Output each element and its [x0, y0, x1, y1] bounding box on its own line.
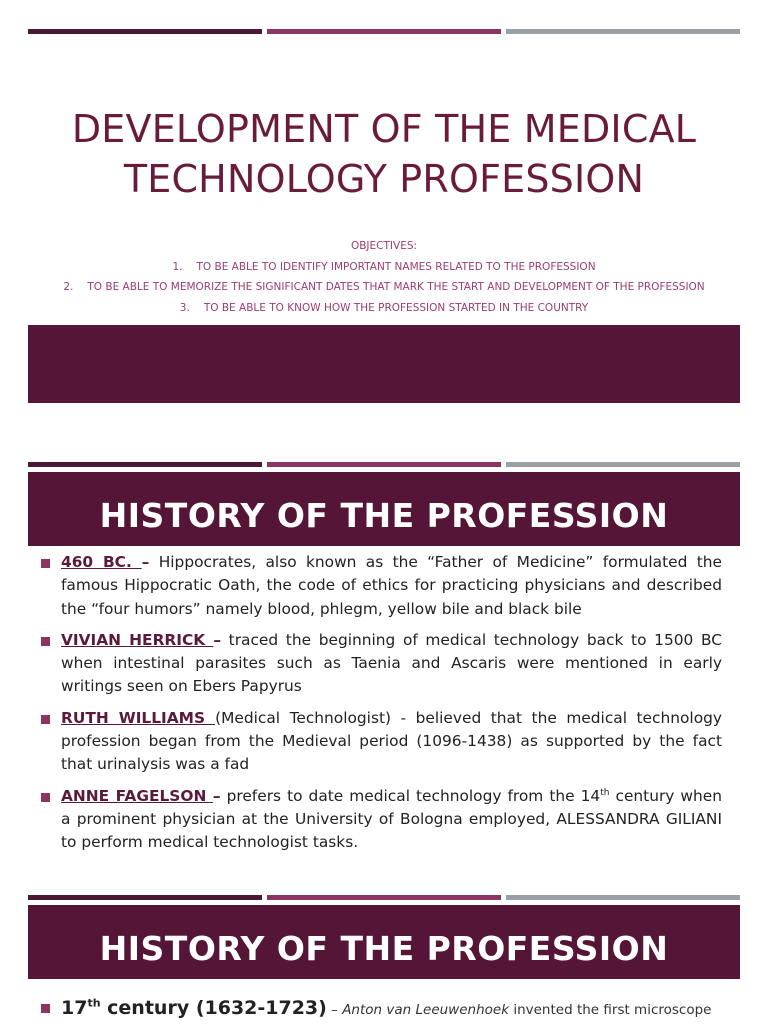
- objective-item: 2. TO BE ABLE TO MEMORIZE THE SIGNIFICANT DATES THAT MARK THE START AND DEVELOPMENT OF THE PROFESSION: [63, 281, 705, 293]
- item-name: ANNE FAGELSON: [61, 786, 213, 805]
- bullet-square-icon: [41, 637, 50, 646]
- item-text: Hippocrates, also known as the “Father of Medicine” formulated the famous Hippocratic Oath, the code of ethics for practicing physicians and described the “four humors” namely blood, phlegm, yellow bile and black bile: [61, 553, 722, 618]
- list-item: [40, 994, 722, 1024]
- top-accent-bar-1: [28, 29, 262, 34]
- bullet-square-icon: [41, 559, 50, 568]
- list-item: [40, 551, 722, 621]
- item-text: traced the beginning of medical technology back to 1500 BC when intestinal parasites such as Taenia and Ascaris were mentioned in early writings seen on Ebers Papyrus: [61, 630, 722, 696]
- list-item: [40, 629, 722, 699]
- history-list: [40, 994, 722, 1024]
- accent-bar-3: [506, 462, 740, 467]
- item-person: Anton van Leeuwenhoek: [342, 1002, 510, 1018]
- item-name: VIVIAN HERRICK: [61, 630, 214, 649]
- item-dash: –: [141, 553, 150, 571]
- item-name: 460 BC.: [61, 553, 142, 571]
- footer-band: [28, 325, 740, 403]
- accent-bar-1: [28, 462, 262, 467]
- item-text: invented the first microscope: [509, 1002, 712, 1018]
- accent-bar-2: [267, 895, 501, 900]
- history-list: [40, 551, 722, 855]
- bullet-square-icon: [41, 793, 50, 802]
- accent-bar-3: [506, 895, 740, 900]
- objective-item: 1. TO BE ABLE TO IDENTIFY IMPORTANT NAMES RELATED TO THE PROFESSION: [172, 260, 596, 273]
- accent-bar-1: [28, 895, 262, 900]
- item-dash: –: [212, 786, 221, 805]
- section-heading: HISTORY OF THE PROFESSION: [28, 905, 740, 979]
- objectives-label: OBJECTIVES:: [350, 240, 418, 252]
- item-lead: 17th century (1632-1723): [61, 996, 327, 1019]
- slide-title-line-2: TECHNOLOGY PROFESSION: [123, 157, 645, 201]
- item-text: (Medical Technologist) - believed that the medical technology profession began from the Medieval period (1096-1438) as supported by the fact that urinalysis was a fad: [61, 708, 722, 774]
- item-dash: –: [213, 630, 222, 649]
- item-superscript: th: [600, 787, 610, 798]
- item-dash: –: [326, 1002, 343, 1018]
- item-superscript: th: [87, 996, 101, 1010]
- item-text-a: prefers to date medical technology from the 14: [220, 786, 601, 805]
- bullet-square-icon: [41, 715, 50, 724]
- objectives-block: [28, 236, 740, 318]
- item-text-b: century when a prominent physician at the University of Bologna employed, ALESSANDRA GILIANI to perform medical technologist tasks.: [61, 786, 722, 852]
- accent-bar-2: [267, 462, 501, 467]
- slide-title: [28, 104, 740, 204]
- list-item: [40, 707, 722, 777]
- objective-item: 3. TO BE ABLE TO KNOW HOW THE PROFESSION STARTED IN THE COUNTRY: [179, 301, 589, 314]
- list-item: [40, 785, 722, 855]
- bullet-square-icon: [41, 1004, 50, 1013]
- top-accent-bar-3: [506, 29, 740, 34]
- section-heading: HISTORY OF THE PROFESSION: [28, 472, 740, 546]
- top-accent-bar-2: [267, 29, 501, 34]
- slide-title-line-1: DEVELOPMENT OF THE MEDICAL: [71, 107, 697, 151]
- item-name: RUTH WILLIAMS: [61, 708, 216, 727]
